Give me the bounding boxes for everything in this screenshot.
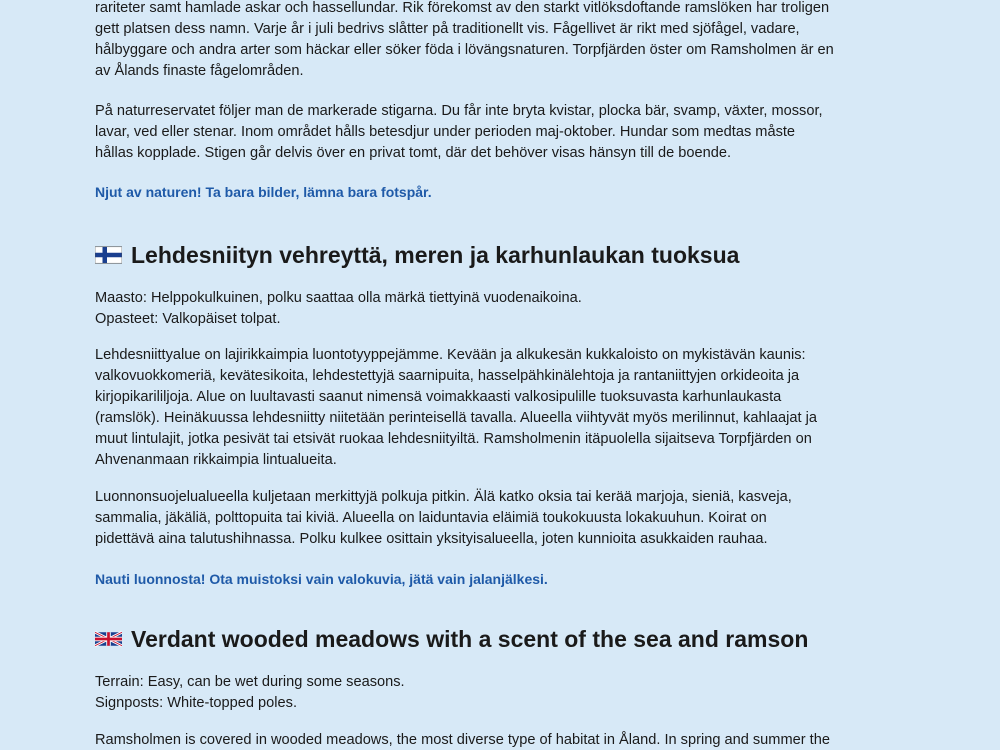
text-line: hålbyggare och andra arter som häckar eller söker föda i lövängsnaturen. Torpfjärden öster om Ramsholmen är en: [95, 42, 834, 58]
text-line: (ramslök). Heinäkuussa lehdesniitty niitetään perinteisellä tavalla. Alueella viihtyvät myös merilinnut, kahlaajat ja: [95, 410, 817, 426]
en-paragraph-1: [95, 730, 905, 750]
sv-highlight: Njut av naturen! Ta bara bilder, lämna bara fotspår.: [95, 184, 432, 200]
text-line: Luonnonsuojelualueella kuljetaan merkittyjä polkuja pitkin. Älä katko oksia tai kerää marjoja, sieniä, kasveja,: [95, 489, 792, 505]
sv-paragraph-1: [95, 0, 905, 82]
text-line: På naturreservatet följer man de markerade stigarna. Du får inte bryta kvistar, plocka bär, svamp, växter, mossor,: [95, 103, 823, 119]
text-line: sammalia, jäkäliä, polttopuita tai kiviä. Alueella on laiduntavia eläimiä toukokuusta lokakuuhun. Koirat on: [95, 510, 767, 526]
fi-heading-text: Lehdesniityn vehreyttä, meren ja karhunlaukan tuoksua: [131, 242, 740, 268]
text-line: pidettävä aina talutushihnassa. Polku kulkee osittain yksityisalueella, joten kunnioita asukkaiden rauhaa.: [95, 531, 768, 547]
text-line: Ahvenanmaan rikkaimpia lintualueita.: [95, 452, 337, 468]
text-line: rariteter samt hamlade askar och hassellundar. Rik förekomst av den starkt vitlöksdoftande ramslöken har troligen: [95, 0, 830, 16]
text-line: hållas kopplade. Stigen går delvis över en privat tomt, där det behöver visas hänsyn till de boende.: [95, 145, 732, 161]
en-terrain: Terrain: Easy, can be wet during some seasons.: [95, 674, 405, 690]
en-signposts: Signposts: White-topped poles.: [95, 695, 297, 711]
text-line: Lehdesniittyalue on lajirikkaimpia luontotyyppejämme. Kevään ja alkukesän kukkaloisto on mykistävän kaunis:: [95, 347, 806, 363]
fi-terrain: Maasto: Helppokulkuinen, polku saattaa olla märkä tiettyinä vuodenaikoina.: [95, 290, 582, 306]
finland-flag-icon: [95, 246, 122, 264]
sv-paragraph-2: [95, 101, 905, 164]
en-heading-text: Verdant wooded meadows with a scent of the sea and ramson: [131, 626, 809, 652]
text-line: gett platsen dess namn. Varje år i juli bedrivs slåtter på traditionellt vis. Fågellivet är rikt med sjöfågel, vadare,: [95, 21, 800, 37]
fi-paragraph-1: [95, 345, 905, 471]
text-line: kirjopikarililjoja. Alue on luultavasti saanut nimensä voimakkaasti valkosipulille tuoksuvasta karhunlaukasta: [95, 389, 782, 405]
text-line: Ramsholmen is covered in wooded meadows, the most diverse type of habitat in Åland. In spring and summer the: [95, 732, 830, 748]
en-heading: [95, 624, 905, 654]
text-line: lavar, ved eller stenar. Inom området hålls betesdjur under perioden maj-oktober. Hundar som medtas måste: [95, 124, 796, 140]
text-line: av Ålands finaste fågelområden.: [95, 63, 304, 79]
fi-info: [95, 288, 905, 330]
fi-heading: [95, 240, 905, 270]
fi-signposts: Opasteet: Valkopäiset tolpat.: [95, 311, 281, 327]
fi-paragraph-2: [95, 487, 905, 550]
uk-flag-icon: [95, 630, 122, 648]
fi-highlight: Nauti luonnosta! Ota muistoksi vain valokuvia, jätä vain jalanjälkesi.: [95, 571, 548, 587]
en-info: [95, 672, 905, 714]
text-line: valkovuokkomeriä, kevätesikoita, lehdestettyjä saarnipuita, hasselpähkinälehtoja ja rantaniittyjen orkideoita ja: [95, 368, 800, 384]
text-line: muut lintulajit, jotka pesivät tai etsivät ruokaa lehdesniityiltä. Ramsholmenin itäpuolella sijaitseva Torpfjärden on: [95, 431, 812, 447]
